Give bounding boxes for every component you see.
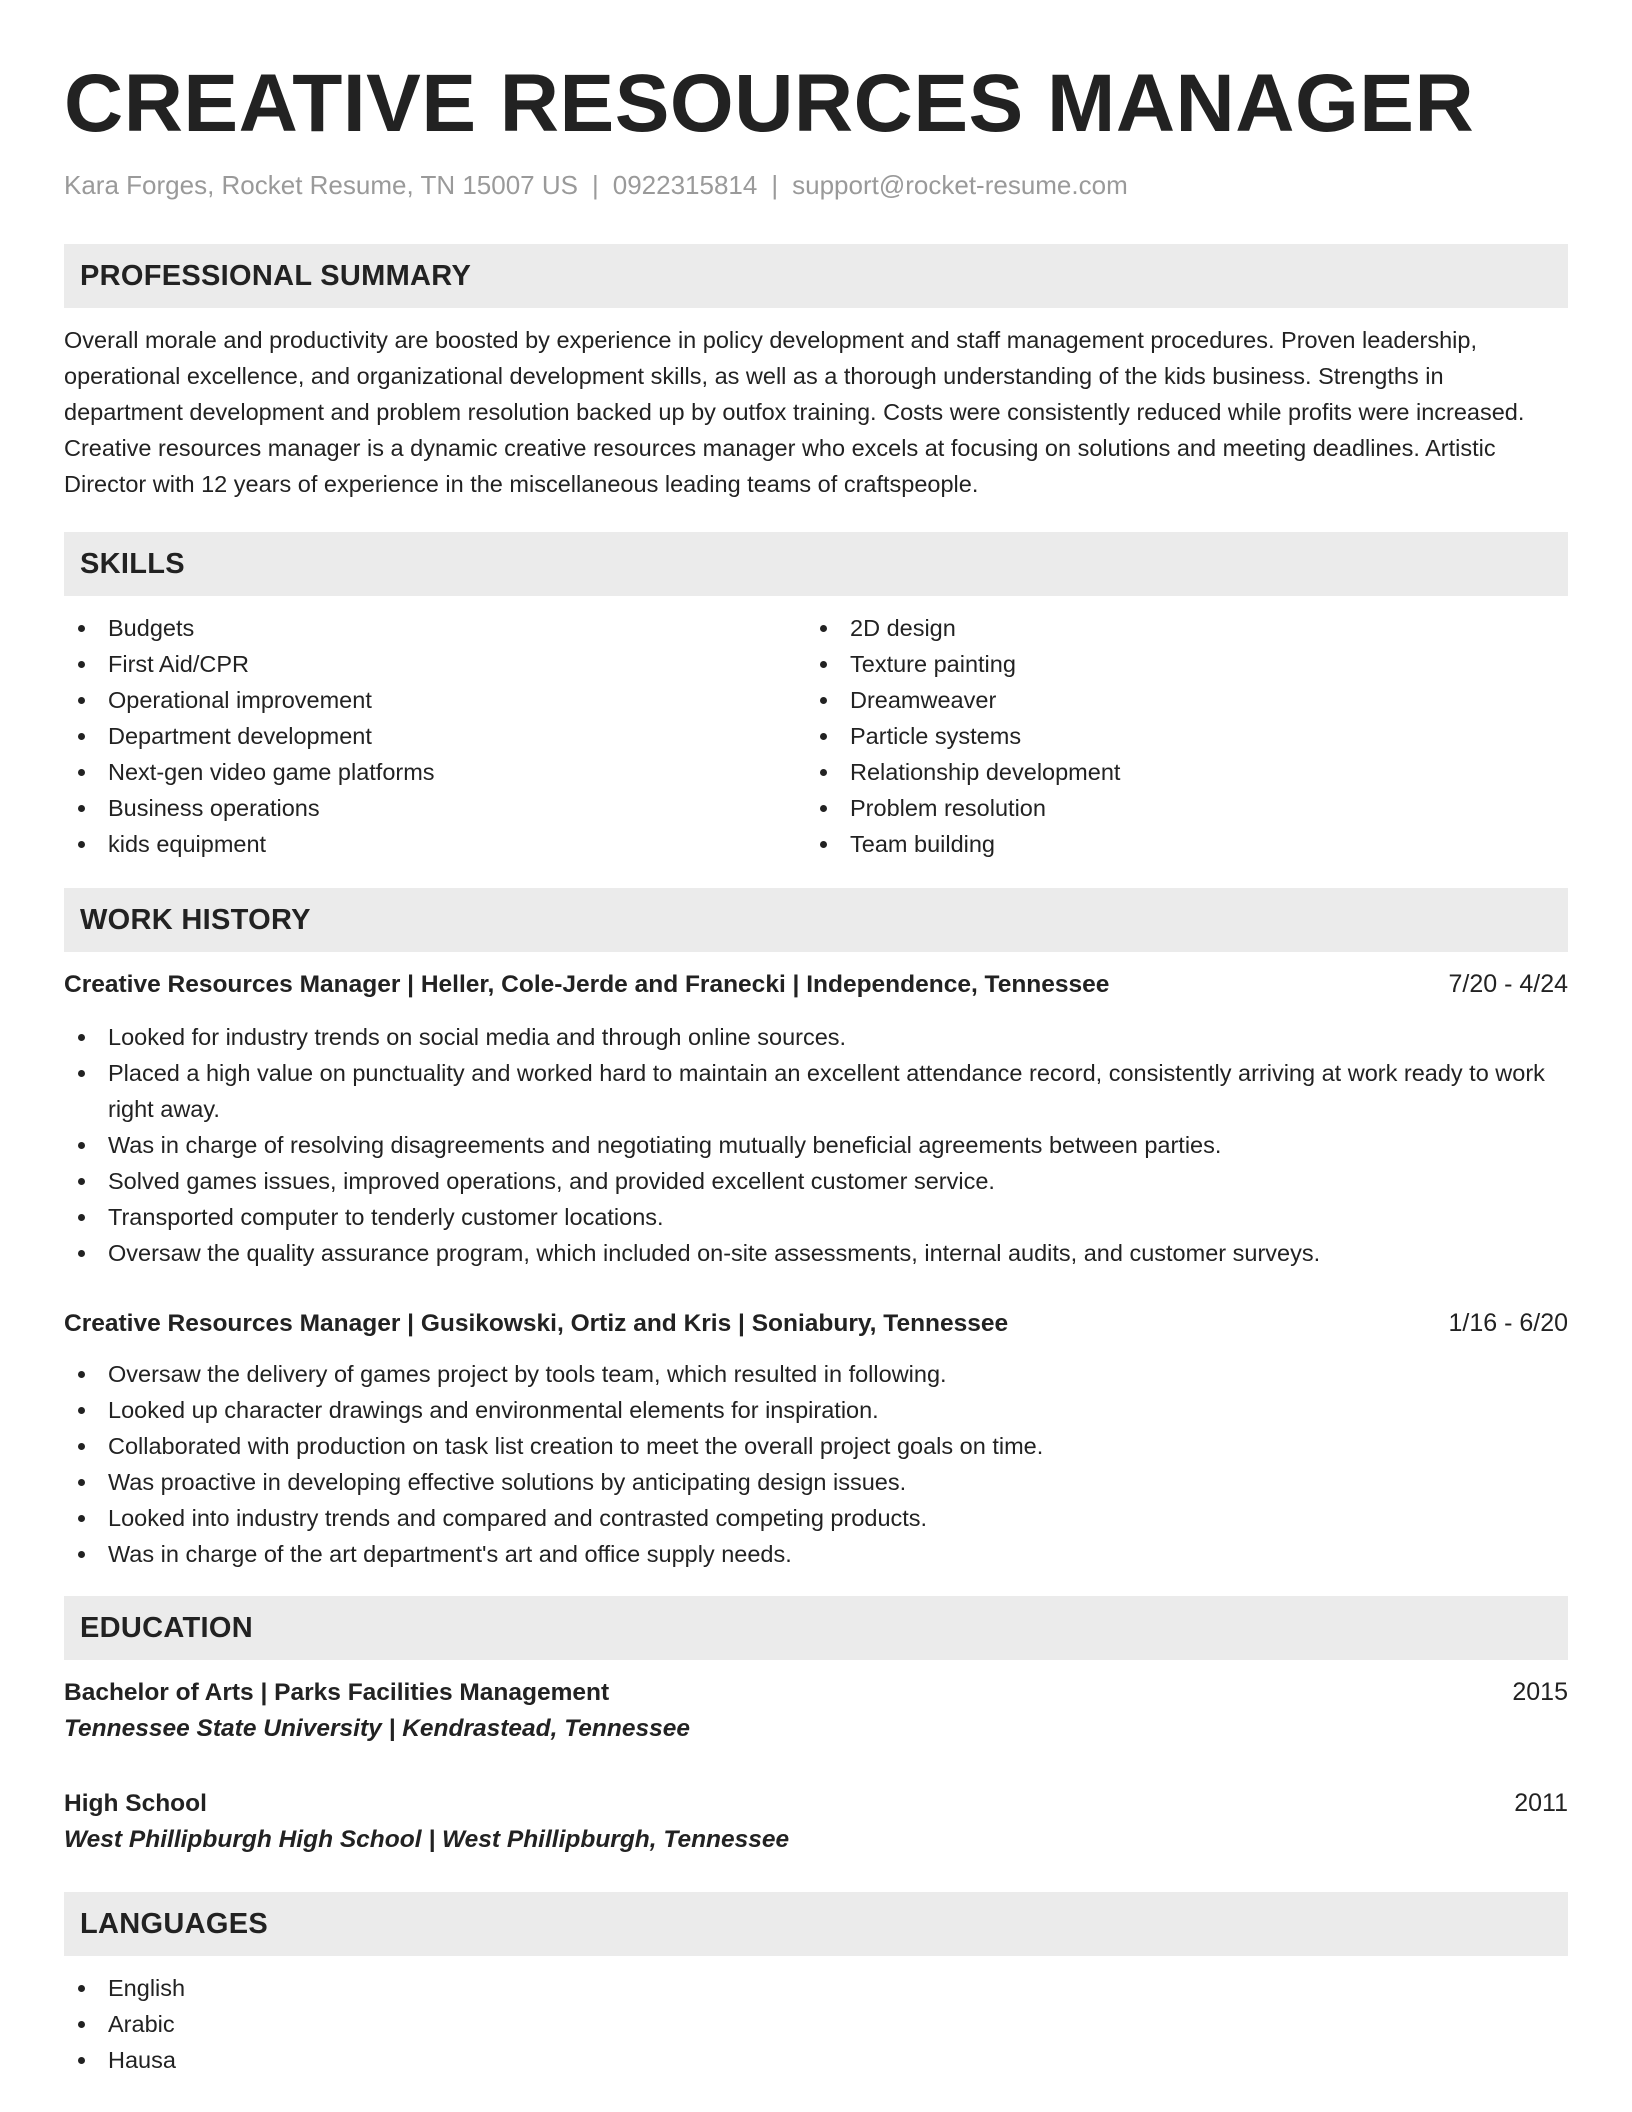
- education-year: 2011: [1514, 1789, 1568, 1817]
- language-item: Arabic: [64, 2006, 1568, 2042]
- job-entry: [64, 1305, 1568, 1572]
- education-entry: [64, 1674, 1568, 1747]
- job-dates: 7/20 - 4/24: [1448, 970, 1568, 998]
- job-bullet: Was proactive in developing effective solutions by anticipating design issues.: [64, 1464, 1568, 1500]
- skills-column-left: [64, 610, 806, 862]
- skill-item: Team building: [806, 826, 1548, 862]
- education-header: [64, 1785, 1568, 1822]
- skill-item: Dreamweaver: [806, 682, 1548, 718]
- contact-address: Kara Forges, Rocket Resume, TN 15007 US: [64, 170, 578, 200]
- languages-section: [64, 1892, 1568, 2078]
- job-bullet: Looked into industry trends and compared and contrasted competing products.: [64, 1500, 1568, 1536]
- job-dates: 1/16 - 6/20: [1448, 1309, 1568, 1337]
- skills-section: [64, 532, 1568, 862]
- job-bullet: Was in charge of the art department's art and office supply needs.: [64, 1536, 1568, 1572]
- education-school: West Phillipburgh High School | West Phillipburgh, Tennessee: [64, 1826, 790, 1853]
- language-item: English: [64, 1970, 1568, 2006]
- contact-phone: 0922315814: [612, 170, 758, 200]
- job-bullet: Oversaw the quality assurance program, which included on-site assessments, internal audits, and customer surveys.: [64, 1235, 1568, 1271]
- skill-item: Operational improvement: [64, 682, 806, 718]
- skills-column-right: [806, 610, 1548, 862]
- education-degree: Bachelor of Arts | Parks Facilities Management: [64, 1679, 610, 1706]
- skill-item: First Aid/CPR: [64, 646, 806, 682]
- education-header: [64, 1674, 1568, 1711]
- skills-grid: [64, 610, 1568, 862]
- resume-page: [64, 56, 1568, 2078]
- job-bullet: Placed a high value on punctuality and worked hard to maintain an excellent attendance record, consistently arriving at work ready to work right away.: [64, 1055, 1568, 1127]
- education-school: Tennessee State University | Kendrastead, Tennessee: [64, 1715, 690, 1742]
- section-heading: LANGUAGES: [64, 1892, 1568, 1956]
- education-degree: High School: [64, 1790, 207, 1817]
- education-entry: [64, 1785, 1568, 1858]
- skill-item: Budgets: [64, 610, 806, 646]
- contact-line: [64, 168, 1568, 202]
- language-item: Hausa: [64, 2042, 1568, 2078]
- contact-separator: |: [591, 170, 599, 200]
- skill-item: Problem resolution: [806, 790, 1548, 826]
- skill-item: Particle systems: [806, 718, 1548, 754]
- job-header: [64, 1305, 1568, 1342]
- job-bullet: Was in charge of resolving disagreements and negotiating mutually beneficial agreements between parties.: [64, 1127, 1568, 1163]
- resume-title: CREATIVE RESOURCES MANAGER: [64, 58, 1475, 149]
- summary-section: [64, 244, 1568, 502]
- job-bullet: Solved games issues, improved operations, and provided excellent customer service.: [64, 1163, 1568, 1199]
- skill-item: Department development: [64, 718, 806, 754]
- skill-item: Texture painting: [806, 646, 1548, 682]
- job-title: Creative Resources Manager | Gusikowski, Ortiz and Kris | Soniabury, Tennessee: [64, 1310, 1009, 1337]
- job-header: [64, 966, 1568, 1003]
- job-bullet: Looked up character drawings and environmental elements for inspiration.: [64, 1392, 1568, 1428]
- job-title: Creative Resources Manager | Heller, Cole-Jerde and Franecki | Independence, Tennessee: [64, 971, 1110, 998]
- education-section: [64, 1596, 1568, 1858]
- work-section: [64, 888, 1568, 1572]
- contact-email[interactable]: support@rocket-resume.com: [792, 170, 1128, 200]
- skill-item: Business operations: [64, 790, 806, 826]
- job-bullet: Collaborated with production on task list creation to meet the overall project goals on time.: [64, 1428, 1568, 1464]
- skill-item: Next-gen video game platforms: [64, 754, 806, 790]
- job-entry: [64, 966, 1568, 1271]
- skill-item: Relationship development: [806, 754, 1548, 790]
- section-heading: SKILLS: [64, 532, 1568, 596]
- job-bullet: Transported computer to tenderly customer locations.: [64, 1199, 1568, 1235]
- job-bullet: Oversaw the delivery of games project by tools team, which resulted in following.: [64, 1356, 1568, 1392]
- section-heading: WORK HISTORY: [64, 888, 1568, 952]
- job-bullet: Looked for industry trends on social media and through online sources.: [64, 1019, 1568, 1055]
- skill-item: 2D design: [806, 610, 1548, 646]
- contact-separator: |: [771, 170, 779, 200]
- summary-text: Overall morale and productivity are boosted by experience in policy development and staff management procedures. Proven leadership, operational excellence, and organizational development skills, as well as a thorough understanding of the kids business. Strengths in department development and problem resolution backed up by outfox training. Costs were consistently reduced while profits were increased. Creative resources manager is a dynamic creative resources manager who excels at focusing on solutions and meeting deadlines. Artistic Director with 12 years of experience in the miscellaneous leading teams of craftspeople.: [64, 327, 1525, 497]
- section-heading: EDUCATION: [64, 1596, 1568, 1660]
- education-year: 2015: [1512, 1678, 1568, 1706]
- skill-item: kids equipment: [64, 826, 806, 862]
- section-heading: PROFESSIONAL SUMMARY: [64, 244, 1568, 308]
